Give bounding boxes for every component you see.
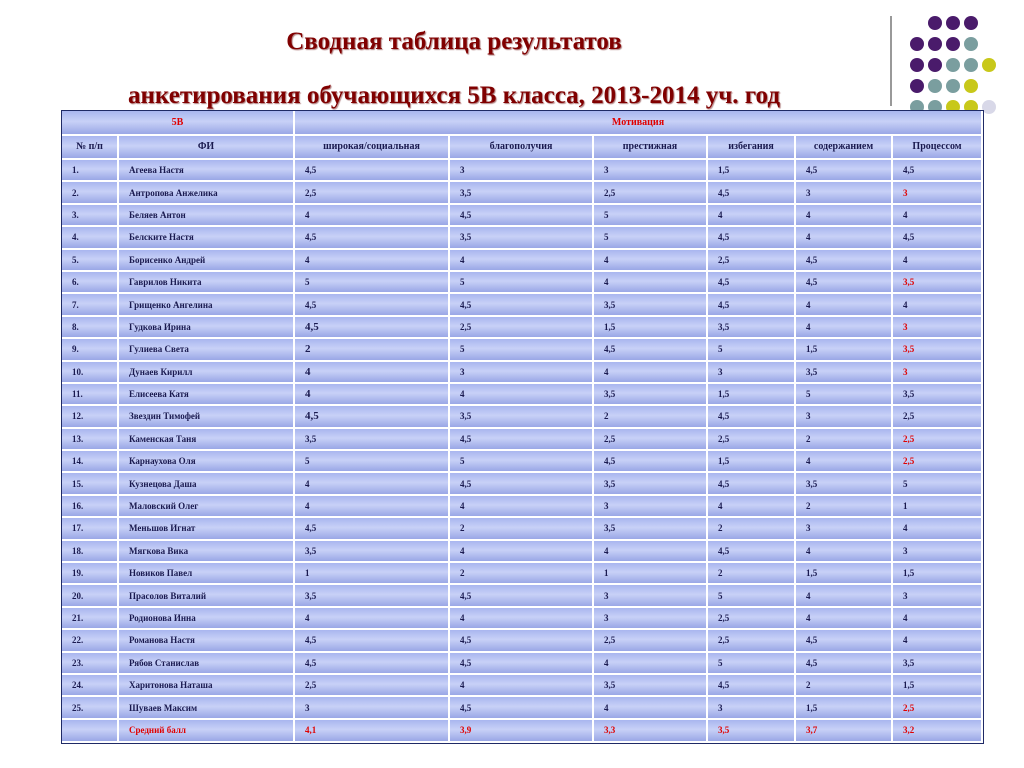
score-cell: 4 [708, 496, 796, 518]
student-name: Каменская Таня [119, 429, 295, 451]
score-cell: 4,5 [450, 630, 594, 652]
col-social-header: широкая/социальная [295, 136, 450, 160]
decor-dot [928, 58, 942, 72]
col-wellbeing-header: благополучия [450, 136, 594, 160]
table-row [62, 182, 983, 204]
average-value: 3,7 [796, 720, 893, 743]
row-number: 12. [62, 406, 119, 428]
score-cell: 3,5 [594, 675, 708, 697]
score-cell: 4,5 [796, 653, 893, 675]
decor-dot [928, 79, 942, 93]
row-number: 5. [62, 250, 119, 272]
table-row [62, 697, 983, 719]
score-cell: 4,5 [594, 339, 708, 361]
score-cell: 4,5 [450, 205, 594, 227]
score-cell: 3 [893, 541, 983, 563]
table-column-header-row [62, 136, 983, 160]
decor-dot [928, 16, 942, 30]
results-table [61, 110, 984, 744]
score-cell: 4 [594, 362, 708, 384]
table-row [62, 451, 983, 473]
score-cell: 3 [594, 585, 708, 607]
decor-dot [982, 100, 996, 114]
row-number: 8. [62, 317, 119, 339]
score-cell: 3,5 [295, 541, 450, 563]
score-cell: 1,5 [796, 697, 893, 719]
score-cell: 3,5 [893, 653, 983, 675]
table-row [62, 406, 983, 428]
table-row [62, 362, 983, 384]
row-number: 15. [62, 473, 119, 495]
score-cell: 3,5 [893, 272, 983, 294]
score-cell: 3,5 [295, 429, 450, 451]
score-cell: 4 [893, 630, 983, 652]
score-cell: 4 [796, 451, 893, 473]
score-cell: 4 [594, 653, 708, 675]
average-value: 3,5 [708, 720, 796, 743]
col-process-header: Процессом [893, 136, 983, 160]
score-cell: 5 [708, 585, 796, 607]
score-cell: 4 [796, 294, 893, 316]
score-cell: 4,5 [893, 160, 983, 182]
decor-dot [964, 79, 978, 93]
score-cell: 2 [594, 406, 708, 428]
student-name: Белските Настя [119, 227, 295, 249]
score-cell: 3 [594, 160, 708, 182]
table-row [62, 653, 983, 675]
score-cell: 4,5 [708, 227, 796, 249]
score-cell: 5 [295, 272, 450, 294]
score-cell: 4 [450, 384, 594, 406]
motivation-header: Мотивация [295, 111, 983, 136]
score-cell: 2 [708, 518, 796, 540]
score-cell: 3 [893, 585, 983, 607]
row-number: 14. [62, 451, 119, 473]
score-cell: 3,5 [708, 317, 796, 339]
row-number: 23. [62, 653, 119, 675]
row-number: 4. [62, 227, 119, 249]
score-cell: 4,5 [708, 272, 796, 294]
score-cell: 4 [796, 541, 893, 563]
row-number: 19. [62, 563, 119, 585]
decor-dot [982, 58, 996, 72]
score-cell: 2,5 [594, 630, 708, 652]
score-cell: 2 [796, 675, 893, 697]
row-number: 9. [62, 339, 119, 361]
score-cell: 4 [594, 272, 708, 294]
score-cell: 4 [594, 697, 708, 719]
decor-dot [910, 79, 924, 93]
score-cell: 3 [708, 697, 796, 719]
score-cell: 4 [594, 541, 708, 563]
row-number: 22. [62, 630, 119, 652]
score-cell: 3 [796, 182, 893, 204]
score-cell: 2,5 [594, 182, 708, 204]
student-name: Мягкова Вика [119, 541, 295, 563]
page-title-line-1: Сводная таблица результатов [286, 28, 622, 55]
score-cell: 1,5 [708, 451, 796, 473]
score-cell: 5 [708, 653, 796, 675]
score-cell: 4 [594, 250, 708, 272]
decorative-dot-grid [908, 14, 1018, 114]
score-cell: 4 [295, 608, 450, 630]
score-cell: 4,5 [708, 182, 796, 204]
score-cell: 4 [796, 608, 893, 630]
decor-dot [910, 37, 924, 51]
score-cell: 4,5 [450, 653, 594, 675]
score-cell: 3,5 [796, 473, 893, 495]
score-cell: 2,5 [450, 317, 594, 339]
table-group-header-row [62, 111, 983, 136]
table-row [62, 563, 983, 585]
table-row [62, 272, 983, 294]
table-row [62, 496, 983, 518]
col-num-header: № п/п [62, 136, 119, 160]
score-cell: 2,5 [708, 630, 796, 652]
student-name: Прасолов Виталий [119, 585, 295, 607]
score-cell: 2 [796, 429, 893, 451]
score-cell: 4,5 [295, 653, 450, 675]
score-cell: 3 [893, 317, 983, 339]
student-name: Гаврилов Никита [119, 272, 295, 294]
score-cell: 3 [594, 608, 708, 630]
score-cell: 4,5 [796, 630, 893, 652]
score-cell: 4,5 [796, 250, 893, 272]
score-cell: 4 [295, 384, 450, 406]
score-cell: 5 [708, 339, 796, 361]
score-cell: 4,5 [295, 160, 450, 182]
student-name: Харитонова Наташа [119, 675, 295, 697]
score-cell: 5 [594, 205, 708, 227]
score-cell: 4,5 [295, 294, 450, 316]
score-cell: 4,5 [796, 160, 893, 182]
student-name: Антропова Анжелика [119, 182, 295, 204]
score-cell: 4,5 [450, 294, 594, 316]
score-cell: 4,5 [594, 451, 708, 473]
student-name: Гулиева Света [119, 339, 295, 361]
average-row [62, 720, 983, 743]
student-name: Дунаев Кирилл [119, 362, 295, 384]
score-cell: 4 [796, 205, 893, 227]
table-row [62, 294, 983, 316]
score-cell: 3 [594, 496, 708, 518]
table-row [62, 608, 983, 630]
table-row [62, 675, 983, 697]
decor-dot [964, 58, 978, 72]
score-cell: 3 [450, 362, 594, 384]
score-cell: 5 [295, 451, 450, 473]
page-title-line-2: анкетирования обучающихся 5В класса, 2013-2014 уч. год [128, 82, 780, 109]
student-name: Маловский Олег [119, 496, 295, 518]
score-cell: 2 [450, 518, 594, 540]
score-cell: 3,5 [295, 585, 450, 607]
score-cell: 3,5 [796, 362, 893, 384]
score-cell: 4,5 [796, 272, 893, 294]
score-cell: 2,5 [708, 250, 796, 272]
score-cell: 4 [295, 496, 450, 518]
score-cell: 1 [295, 563, 450, 585]
score-cell: 4,5 [893, 227, 983, 249]
score-cell: 4 [450, 608, 594, 630]
table-row [62, 630, 983, 652]
student-name: Рябов Станислав [119, 653, 295, 675]
col-avoidance-header: избегания [708, 136, 796, 160]
average-label: Средний балл [119, 720, 295, 743]
score-cell: 4 [450, 250, 594, 272]
score-cell: 4,5 [295, 518, 450, 540]
score-cell: 5 [893, 473, 983, 495]
decor-dot [946, 79, 960, 93]
score-cell: 2 [295, 339, 450, 361]
score-cell: 3 [796, 518, 893, 540]
score-cell: 3,5 [450, 182, 594, 204]
score-cell: 1 [893, 496, 983, 518]
row-number: 16. [62, 496, 119, 518]
table-row [62, 205, 983, 227]
score-cell: 3,5 [893, 384, 983, 406]
table-row [62, 429, 983, 451]
score-cell: 3 [893, 362, 983, 384]
score-cell: 4 [796, 585, 893, 607]
decor-dot [946, 37, 960, 51]
row-number: 7. [62, 294, 119, 316]
score-cell: 4,5 [708, 473, 796, 495]
student-name: Гудкова Ирина [119, 317, 295, 339]
decor-dot [964, 16, 978, 30]
table-row [62, 339, 983, 361]
score-cell: 3 [295, 697, 450, 719]
table-row [62, 160, 983, 182]
student-name: Беляев Антон [119, 205, 295, 227]
student-name: Родионова Инна [119, 608, 295, 630]
score-cell: 2,5 [893, 697, 983, 719]
score-cell: 4,5 [295, 406, 450, 428]
score-cell: 5 [450, 272, 594, 294]
average-value: 3,9 [450, 720, 594, 743]
score-cell: 5 [796, 384, 893, 406]
row-number: 21. [62, 608, 119, 630]
score-cell: 4 [295, 362, 450, 384]
score-cell: 2,5 [295, 182, 450, 204]
table-row [62, 541, 983, 563]
score-cell: 4 [893, 250, 983, 272]
score-cell: 2,5 [893, 451, 983, 473]
class-header: 5В [62, 111, 295, 136]
score-cell: 4 [295, 473, 450, 495]
score-cell: 4 [796, 317, 893, 339]
score-cell: 1,5 [594, 317, 708, 339]
score-cell: 4,5 [708, 406, 796, 428]
score-cell: 5 [450, 339, 594, 361]
score-cell: 4,5 [450, 473, 594, 495]
decor-dot [946, 58, 960, 72]
score-cell: 4 [796, 227, 893, 249]
score-cell: 4,5 [708, 541, 796, 563]
score-cell: 4,5 [450, 697, 594, 719]
score-cell: 2 [708, 563, 796, 585]
col-content-header: содержанием [796, 136, 893, 160]
student-name: Романова Настя [119, 630, 295, 652]
score-cell: 4 [708, 205, 796, 227]
score-cell: 2,5 [594, 429, 708, 451]
student-name: Елисеева Катя [119, 384, 295, 406]
score-cell: 1,5 [708, 160, 796, 182]
score-cell: 2,5 [893, 429, 983, 451]
student-name: Новиков Павел [119, 563, 295, 585]
score-cell: 2,5 [708, 608, 796, 630]
table-row [62, 585, 983, 607]
decorative-divider [890, 16, 892, 106]
score-cell: 4 [893, 608, 983, 630]
score-cell: 4 [893, 518, 983, 540]
col-name-header: ФИ [119, 136, 295, 160]
score-cell: 4 [450, 541, 594, 563]
table-row [62, 473, 983, 495]
student-name: Меньшов Игнат [119, 518, 295, 540]
student-name: Агеева Настя [119, 160, 295, 182]
student-name: Борисенко Андрей [119, 250, 295, 272]
row-number: 18. [62, 541, 119, 563]
decor-dot [964, 37, 978, 51]
row-number: 10. [62, 362, 119, 384]
row-number: 6. [62, 272, 119, 294]
student-name: Кузнецова Даша [119, 473, 295, 495]
score-cell: 3,5 [594, 518, 708, 540]
score-cell: 5 [594, 227, 708, 249]
score-cell: 4 [893, 294, 983, 316]
decor-dot [946, 16, 960, 30]
table-row [62, 317, 983, 339]
score-cell: 1,5 [796, 339, 893, 361]
table-row [62, 250, 983, 272]
score-cell: 1,5 [893, 675, 983, 697]
score-cell: 4,5 [708, 675, 796, 697]
row-number: 25. [62, 697, 119, 719]
score-cell: 1,5 [796, 563, 893, 585]
score-cell: 3 [893, 182, 983, 204]
student-name: Шуваев Максим [119, 697, 295, 719]
score-cell: 5 [450, 451, 594, 473]
score-cell: 4,5 [450, 429, 594, 451]
row-number: 17. [62, 518, 119, 540]
score-cell: 4,5 [295, 227, 450, 249]
row-number: 2. [62, 182, 119, 204]
score-cell: 3,5 [594, 473, 708, 495]
decor-dot [928, 37, 942, 51]
table-row [62, 384, 983, 406]
score-cell: 4,5 [295, 317, 450, 339]
score-cell: 4 [450, 675, 594, 697]
score-cell: 1 [594, 563, 708, 585]
row-number: 13. [62, 429, 119, 451]
score-cell: 3 [708, 362, 796, 384]
score-cell: 2 [450, 563, 594, 585]
col-prestige-header: престижная [594, 136, 708, 160]
row-number: 1. [62, 160, 119, 182]
score-cell: 1,5 [708, 384, 796, 406]
average-value: 4,1 [295, 720, 450, 743]
table-row [62, 227, 983, 249]
row-number: 24. [62, 675, 119, 697]
score-cell: 4,5 [450, 585, 594, 607]
score-cell: 3,5 [893, 339, 983, 361]
student-name: Звездин Тимофей [119, 406, 295, 428]
table-row [62, 518, 983, 540]
row-number: 11. [62, 384, 119, 406]
score-cell: 1,5 [893, 563, 983, 585]
decor-dot [910, 58, 924, 72]
score-cell: 4 [295, 250, 450, 272]
score-cell: 4 [295, 205, 450, 227]
average-empty-cell [62, 720, 119, 743]
score-cell: 4 [450, 496, 594, 518]
score-cell: 3,5 [594, 294, 708, 316]
score-cell: 3 [796, 406, 893, 428]
row-number: 20. [62, 585, 119, 607]
student-name: Карнаухова Оля [119, 451, 295, 473]
score-cell: 4,5 [708, 294, 796, 316]
score-cell: 2 [796, 496, 893, 518]
score-cell: 2,5 [893, 406, 983, 428]
score-cell: 4,5 [295, 630, 450, 652]
score-cell: 2,5 [295, 675, 450, 697]
score-cell: 3 [450, 160, 594, 182]
score-cell: 3,5 [450, 227, 594, 249]
score-cell: 3,5 [594, 384, 708, 406]
row-number: 3. [62, 205, 119, 227]
average-value: 3,3 [594, 720, 708, 743]
score-cell: 2,5 [708, 429, 796, 451]
student-name: Грищенко Ангелина [119, 294, 295, 316]
score-cell: 4 [893, 205, 983, 227]
average-value: 3,2 [893, 720, 983, 743]
score-cell: 3,5 [450, 406, 594, 428]
